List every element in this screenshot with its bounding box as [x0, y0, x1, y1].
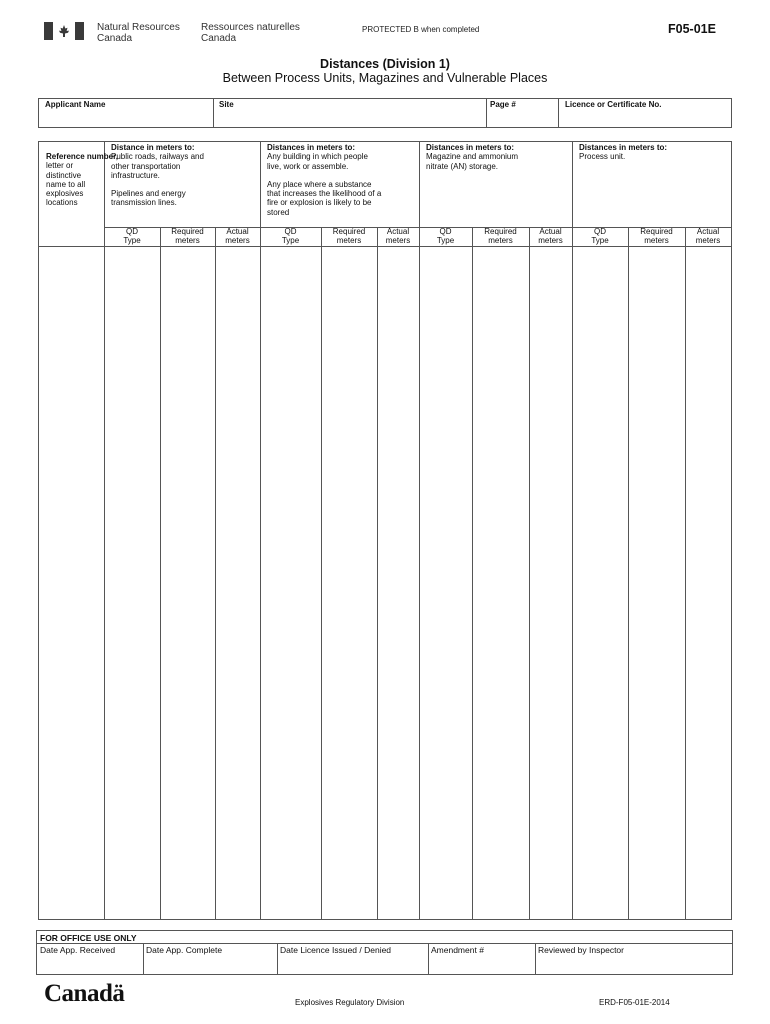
group-text: Process unit.: [579, 152, 626, 162]
form-subtitle: Between Process Units, Magazines and Vulnerable Places: [222, 71, 548, 85]
subhead-text: meters: [488, 236, 513, 246]
subhead-required-meters: [628, 227, 685, 246]
group-text: Magazine and ammonium: [426, 152, 519, 162]
subhead-text: QD: [284, 227, 297, 236]
reviewed-by-inspector-label: Reviewed by Inspector: [538, 945, 624, 955]
protected-label: PROTECTED B when completed: [362, 25, 480, 34]
subhead-text: Actual: [696, 227, 720, 236]
group-text: nitrate (AN) storage.: [426, 161, 499, 171]
subhead-text: Required: [484, 227, 517, 236]
group-text: Any place where a substance: [267, 179, 372, 189]
group-text: Public roads, railways and: [111, 152, 204, 162]
group-text: fire or explosion is likely to be: [267, 198, 372, 208]
department-name-fr: [201, 22, 300, 44]
licence-number-label: Licence or Certificate No.: [565, 100, 662, 109]
applicant-name-label: Applicant Name: [45, 100, 106, 109]
form-title: Distances (Division 1): [320, 57, 450, 71]
subhead-text: QD: [126, 227, 138, 236]
group-text: transmission lines.: [111, 198, 177, 208]
subhead-required-meters: [321, 227, 377, 246]
subhead-text: Type: [591, 236, 609, 246]
subhead-text: QD: [439, 227, 452, 236]
form-reference: ERD-F05-01E-2014: [599, 998, 670, 1007]
group-roads-header: [111, 143, 204, 208]
reference-header: [46, 152, 118, 208]
canada-flag-icon: [44, 22, 84, 40]
group-text: Any building in which people: [267, 152, 368, 162]
site-field[interactable]: [214, 99, 486, 127]
subhead-text: Required: [171, 227, 204, 236]
table-entry-area[interactable]: [39, 247, 731, 919]
subhead-text: QD: [594, 227, 606, 236]
subhead-actual-meters: [529, 227, 572, 246]
subhead-qd-type: [419, 227, 472, 246]
group-text: infrastructure.: [111, 170, 160, 180]
subhead-text: meters: [644, 236, 669, 246]
group-magazine-header: [426, 143, 518, 171]
subhead-text: meters: [225, 236, 250, 246]
subhead-text: Required: [332, 227, 366, 236]
page-number-label: Page #: [490, 100, 516, 109]
subhead-required-meters: [160, 227, 215, 246]
subhead-qd-type: [104, 227, 160, 246]
subhead-text: Type: [281, 236, 300, 246]
group-text: Pipelines and energy: [111, 189, 186, 199]
subhead-actual-meters: [215, 227, 260, 246]
group-text: stored: [267, 207, 290, 217]
reference-header-line: name to all: [46, 179, 86, 189]
subhead-text: Actual: [539, 227, 562, 236]
reference-header-line: explosives: [46, 189, 84, 199]
department-name-en: [97, 22, 180, 44]
dept-fr-line2: Canada: [201, 33, 237, 44]
canada-wordmark: Canadä: [44, 980, 125, 1007]
reference-header-line: locations: [46, 198, 78, 208]
group-buildings-header: [267, 143, 381, 217]
subhead-text: meters: [385, 236, 411, 246]
group-heading: Distances in meters to:: [426, 143, 515, 152]
subhead-text: Type: [436, 236, 455, 246]
subhead-required-meters: [472, 227, 529, 246]
distances-table: [38, 141, 732, 920]
reference-header-line: distinctive: [46, 170, 82, 180]
office-use-title: FOR OFFICE USE ONLY: [40, 933, 137, 943]
subhead-text: Required: [640, 227, 673, 236]
subhead-actual-meters: [685, 227, 731, 246]
reference-header-line: letter or: [46, 161, 74, 171]
subhead-text: Actual: [386, 227, 410, 236]
date-app-received-label: Date App. Received: [40, 945, 116, 955]
applicant-info-box: [38, 98, 732, 128]
subhead-text: meters: [175, 236, 200, 246]
group-heading: Distance in meters to:: [111, 143, 195, 152]
amendment-number-label: Amendment #: [431, 945, 484, 955]
page-number-field[interactable]: [487, 99, 557, 127]
dept-fr-line1: Ressources naturelles: [201, 22, 300, 33]
subhead-text: Actual: [226, 227, 249, 236]
group-heading: Distances in meters to:: [579, 143, 668, 152]
form-code: F05-01E: [668, 22, 716, 36]
group-process-unit-header: [579, 143, 667, 162]
date-licence-issued-label: Date Licence Issued / Denied: [280, 945, 392, 955]
site-label: Site: [219, 100, 234, 109]
reference-header-bold: Reference number,: [46, 152, 119, 161]
group-text: other transportation: [111, 161, 181, 171]
group-text: live, work or assemble.: [267, 161, 349, 171]
subhead-text: meters: [695, 236, 721, 246]
office-use-box: [36, 930, 733, 975]
subhead-qd-type: [572, 227, 628, 246]
dept-en-line1: Natural Resources: [97, 22, 180, 33]
dept-en-line2: Canada: [97, 33, 133, 44]
subhead-qd-type: [260, 227, 321, 246]
licence-number-field[interactable]: [559, 99, 731, 127]
group-text: that increases the likelihood of a: [267, 189, 382, 199]
date-app-complete-label: Date App. Complete: [146, 945, 223, 955]
group-heading: Distances in meters to:: [267, 143, 356, 152]
subhead-actual-meters: [377, 227, 419, 246]
applicant-name-field[interactable]: [39, 99, 213, 127]
division-label: Explosives Regulatory Division: [295, 998, 405, 1007]
subhead-text: Type: [123, 236, 141, 246]
subhead-text: meters: [538, 236, 563, 246]
subhead-text: meters: [336, 236, 362, 246]
